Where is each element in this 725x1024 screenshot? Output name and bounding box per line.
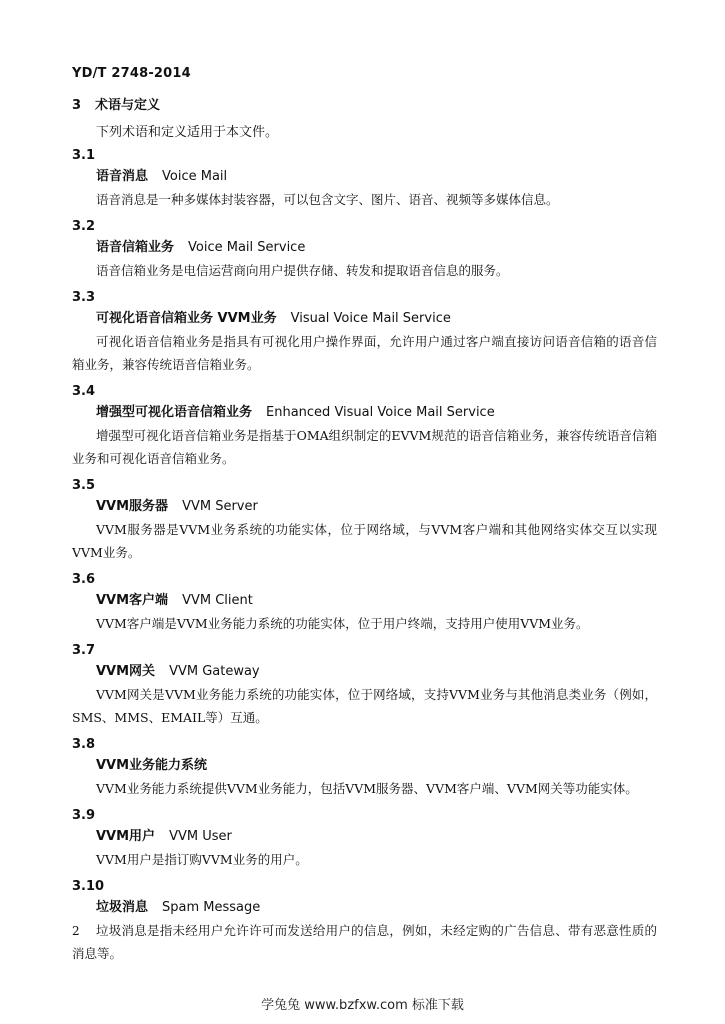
term-name-zh: 垃圾消息 <box>96 900 149 915</box>
term-definition: VVM服务器是VVM业务系统的功能实体，位于网络域，与VVM客户端和其他网络实体交互以实现VVM业务。 <box>72 522 657 560</box>
term-number: 3.10 <box>72 879 105 894</box>
term-name-zh: VVM服务器 <box>96 499 169 514</box>
term-name-en: VVM User <box>169 829 232 844</box>
term-number: 3.9 <box>72 808 96 823</box>
term-name-zh: 语音消息 <box>96 169 149 184</box>
term-heading <box>72 826 657 848</box>
term-name-zh: 增强型可视化语音信箱业务 <box>96 405 253 420</box>
term-entry <box>72 217 657 282</box>
term-name-en: VVM Gateway <box>169 664 260 679</box>
term-definition: 增强型可视化语音信箱业务是指基于OMA组织制定的EVVM规范的语音信箱业务，兼容传统语音信箱业务和可视化语音信箱业务。 <box>72 428 657 466</box>
term-name-en: Spam Message <box>162 900 261 915</box>
term-name-en: Visual Voice Mail Service <box>290 311 451 326</box>
term-entry <box>72 877 657 965</box>
term-heading <box>72 402 657 424</box>
term-number: 3.1 <box>72 148 96 163</box>
term-name-en: Enhanced Visual Voice Mail Service <box>266 405 495 420</box>
term-number: 3.3 <box>72 290 96 305</box>
term-entry <box>72 382 657 470</box>
term-definition: 语音消息是一种多媒体封装容器，可以包含文字、图片、语音、视频等多媒体信息。 <box>96 192 559 207</box>
term-name-en: VVM Client <box>182 593 253 608</box>
footer-watermark: 学兔兔 www.bzfxw.com 标准下载 <box>261 998 464 1013</box>
term-name-en: Voice Mail Service <box>188 240 306 255</box>
term-entry <box>72 288 657 376</box>
term-number: 3.7 <box>72 643 96 658</box>
term-name-zh: VVM用户 <box>96 829 156 844</box>
term-name-zh: 可视化语音信箱业务 VVM业务 <box>96 311 277 326</box>
term-entry <box>72 476 657 564</box>
terms-list <box>72 146 657 971</box>
page-number: 2 <box>72 924 80 938</box>
intro-paragraph: 下列术语和定义适用于本文件。 <box>96 125 279 140</box>
term-entry <box>72 570 657 635</box>
term-definition: 垃圾消息是指未经用户允许许可而发送给用户的信息，例如，未经定购的广告信息、带有恶意性质的消息等。 <box>72 923 657 961</box>
term-heading <box>72 496 657 518</box>
term-definition: 可视化语音信箱业务是指具有可视化用户操作界面，允许用户通过客户端直接访问语音信箱的语音信箱业务，兼容传统语音信箱业务。 <box>72 334 657 372</box>
term-entry <box>72 806 657 871</box>
term-definition: VVM客户端是VVM业务能力系统的功能实体，位于用户终端，支持用户使用VVM业务。 <box>96 616 589 631</box>
term-name-zh: VVM网关 <box>96 664 156 679</box>
term-number: 3.2 <box>72 219 96 234</box>
term-definition: 语音信箱业务是电信运营商向用户提供存储、转发和提取语音信息的服务。 <box>96 263 509 278</box>
term-definition: VVM网关是VVM业务能力系统的功能实体，位于网络域，支持VVM业务与其他消息类业务（例如，SMS、MMS、EMAIL等）互通。 <box>72 687 657 725</box>
term-definition: VVM业务能力系统提供VVM业务能力，包括VVM服务器、VVM客户端、VVM网关等功能实体。 <box>96 781 638 796</box>
section-title: 术语与定义 <box>95 98 161 113</box>
term-heading <box>72 590 657 612</box>
term-definition: VVM用户是指订购VVM业务的用户。 <box>96 852 308 867</box>
term-heading <box>72 166 657 188</box>
standard-number: YD/T 2748-2014 <box>72 66 191 81</box>
term-heading <box>72 661 657 683</box>
term-entry <box>72 735 657 800</box>
term-name-en: Voice Mail <box>162 169 228 184</box>
term-number: 3.5 <box>72 478 96 493</box>
term-entry <box>72 146 657 211</box>
term-heading <box>72 308 657 330</box>
term-number: 3.6 <box>72 572 96 587</box>
term-number: 3.4 <box>72 384 96 399</box>
term-name-zh: VVM业务能力系统 <box>96 758 208 773</box>
term-entry <box>72 641 657 729</box>
term-heading <box>72 755 657 777</box>
term-number: 3.8 <box>72 737 96 752</box>
term-heading <box>72 897 657 919</box>
section-heading <box>72 94 160 113</box>
section-number: 3 <box>72 98 82 113</box>
term-name-en: VVM Server <box>182 499 258 514</box>
term-name-zh: VVM客户端 <box>96 593 169 608</box>
term-heading <box>72 237 657 259</box>
term-name-zh: 语音信箱业务 <box>96 240 175 255</box>
